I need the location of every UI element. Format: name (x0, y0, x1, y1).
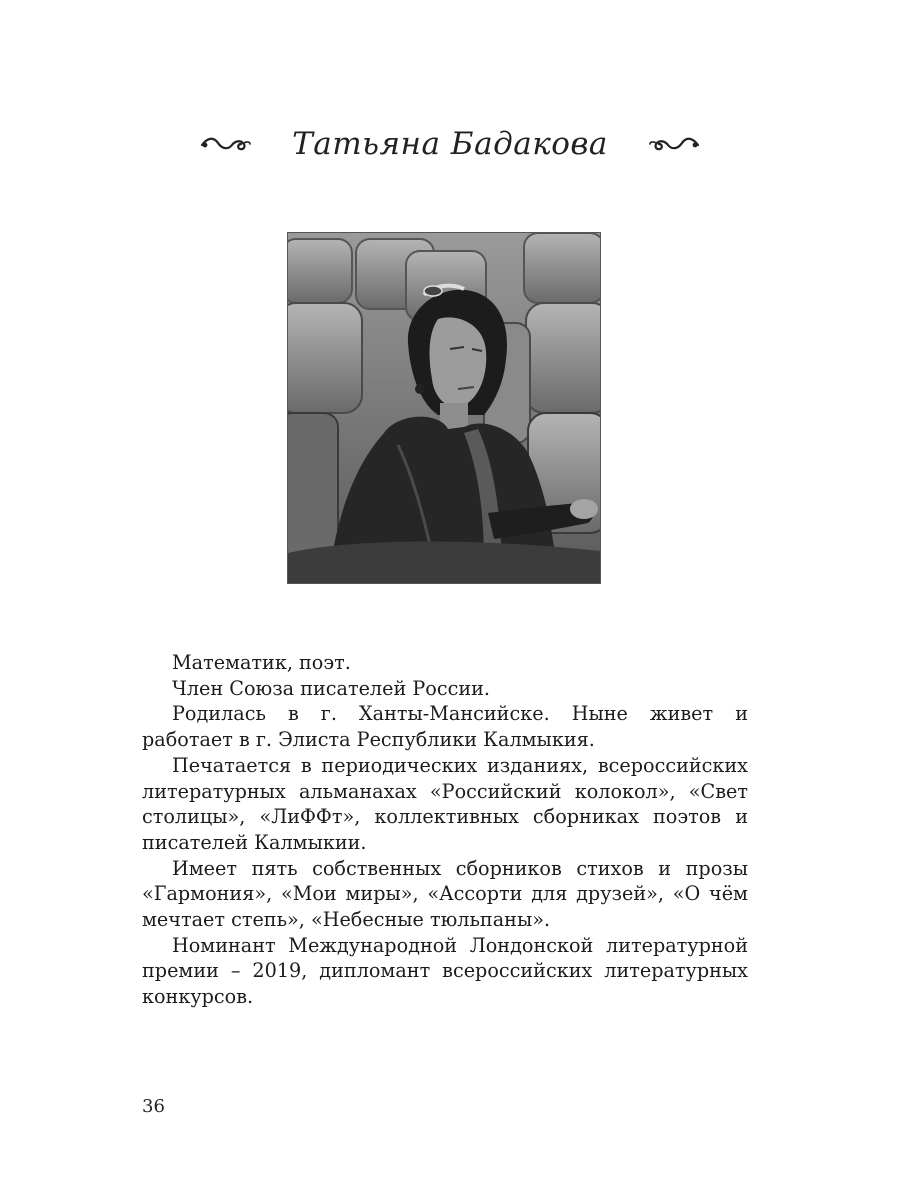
paragraph-collections: Имеет пять собственных сборников стихов и прозы «Гармония», «Мои миры», «Ассорти для друзей», «О чём мечтает степь», «Небесные тюльпаны». (142, 856, 748, 932)
author-portrait-photo (287, 232, 601, 584)
right-flourish-ornament (648, 133, 700, 155)
paragraph-publications: Печатается в периодических изданиях, всероссийских литературных альманахах «Российский колокол», «Свет столицы», «ЛиФФт», коллективных сборниках поэтов и писателей Калмыкии. (142, 753, 748, 854)
left-flourish-ornament (200, 133, 252, 155)
page-title: Татьяна Бадакова (292, 126, 608, 162)
biography-text (142, 650, 748, 1010)
paragraph-profession: Математик, поэт. (172, 651, 351, 674)
paragraph-birthplace: Родилась в г. Ханты-Мансийске. Ныне живет и работает в г. Элиста Республики Калмыкия. (142, 702, 748, 752)
page-number: 36 (142, 1096, 165, 1117)
portrait-image (288, 233, 600, 583)
paragraph-awards: Номинант Международной Лондонской литературной премии – 2019, дипломант всероссийских литературных конкурсов. (142, 933, 748, 1009)
title-row (0, 118, 900, 170)
paragraph-membership: Член Союза писателей России. (172, 676, 490, 700)
